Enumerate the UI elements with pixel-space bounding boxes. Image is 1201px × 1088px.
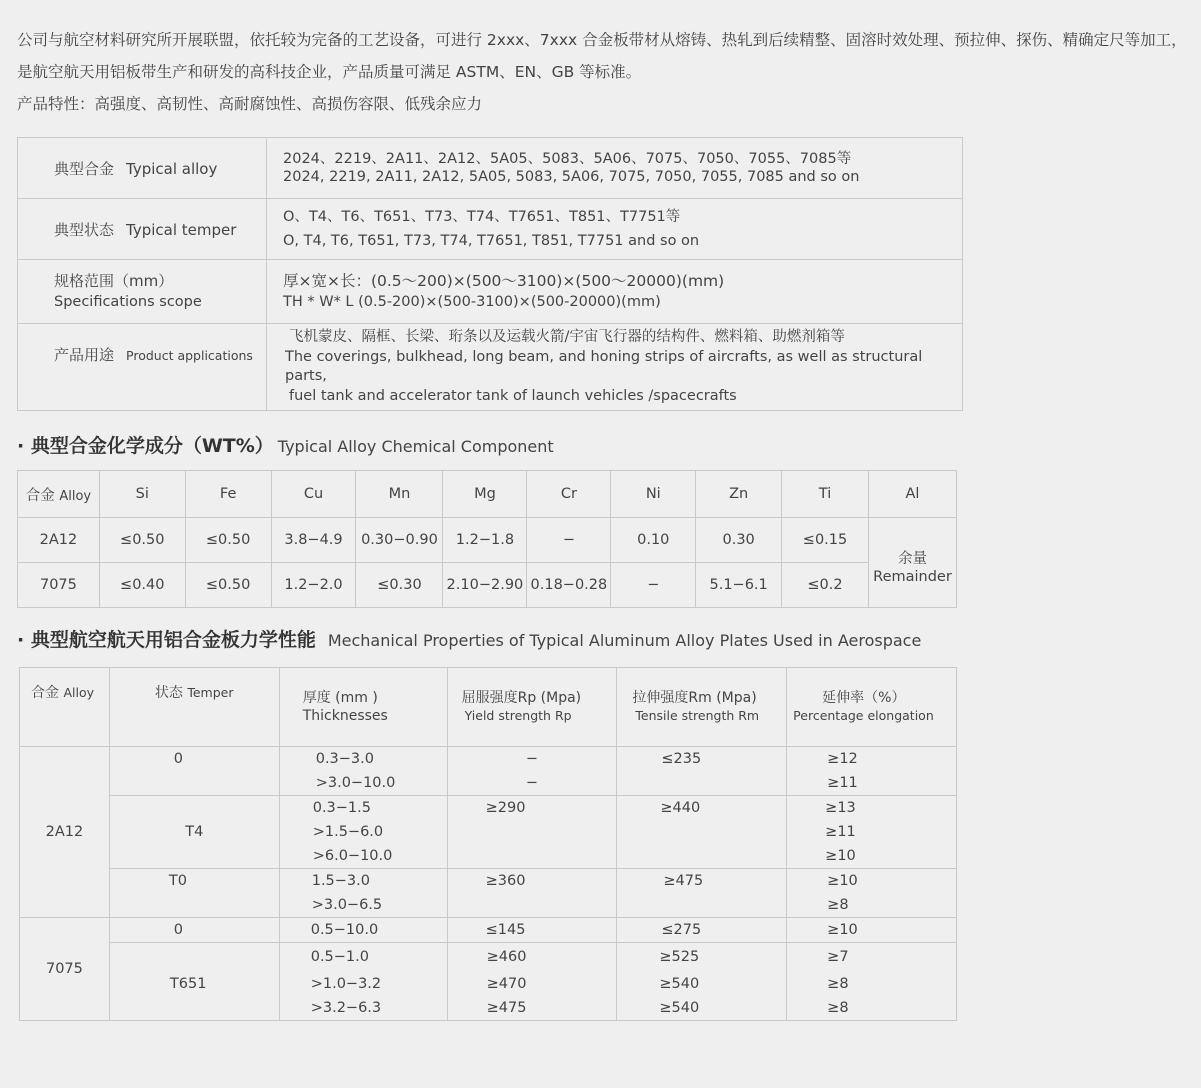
header-tensile bbox=[617, 668, 787, 747]
yield-cell bbox=[447, 747, 617, 796]
key-cn: 规格范围（mm） bbox=[54, 271, 174, 290]
mech-table bbox=[19, 667, 957, 1021]
value-cn: 厚×宽×长：(0.5～200)×(500～3100)×(500～20000)(mm) bbox=[283, 271, 725, 290]
header-ti: Ti bbox=[782, 471, 869, 518]
header-cn: 状态 bbox=[154, 685, 183, 701]
value-cell: ≤0.15 bbox=[782, 518, 869, 563]
value-en: O, T4, T6, T651, T73, T74, T7651, T851, T7751 and so on bbox=[283, 233, 700, 249]
overview-key bbox=[18, 199, 267, 260]
value-cell: 0.30 bbox=[696, 518, 782, 563]
header-alloy bbox=[20, 668, 110, 747]
value-cell: ≤0.2 bbox=[782, 563, 869, 608]
al-remainder-cell bbox=[868, 518, 956, 608]
header-mn: Mn bbox=[356, 471, 443, 518]
alloy-cell: 7075 bbox=[18, 563, 100, 608]
thickness-value: 0.5−1.0 bbox=[310, 949, 369, 965]
header-cn: 厚度 (mm ) bbox=[302, 690, 378, 706]
temper-value: T0 bbox=[168, 873, 187, 889]
value-en: TH * W* L (0.5-200)×(500-3100)×(500-20000)(mm) bbox=[283, 293, 661, 310]
thickness-value: >1.5−6.0 bbox=[312, 824, 384, 840]
yield-value: ≥290 bbox=[485, 800, 526, 816]
thickness-value: 1.5−3.0 bbox=[311, 873, 370, 889]
remainder-en: Remainder bbox=[873, 568, 952, 585]
value-en: 2024, 2219, 2A11, 2A12, 5A05, 5083, 5A06, 7075, 7050, 7055, 7085 and so on bbox=[283, 169, 860, 185]
tensile-cell bbox=[617, 869, 787, 918]
elongation-value: ≥10 bbox=[827, 873, 858, 889]
value-cell: 0.30−0.90 bbox=[356, 518, 443, 563]
value-cell: 1.2−1.8 bbox=[443, 518, 527, 563]
thickness-value: >3.0−6.5 bbox=[311, 897, 383, 913]
value-cell: 0.18−0.28 bbox=[527, 563, 611, 608]
overview-value bbox=[267, 324, 963, 411]
header-en: Tensile strength Rm bbox=[635, 708, 760, 723]
key-cn: 典型合金 bbox=[54, 159, 115, 178]
value-cell: 0.10 bbox=[611, 518, 696, 563]
header-en: Alloy bbox=[63, 685, 94, 700]
tensile-value: ≤275 bbox=[661, 922, 702, 938]
thickness-cell bbox=[279, 943, 447, 1021]
header-zn: Zn bbox=[696, 471, 782, 518]
table-row bbox=[18, 138, 963, 199]
value-cell: ≤0.50 bbox=[185, 563, 271, 608]
elongation-cell bbox=[787, 747, 957, 796]
value-cell: ≤0.50 bbox=[99, 518, 185, 563]
title-en: Typical Alloy Chemical Component bbox=[277, 437, 554, 456]
key-en: Product applications bbox=[126, 348, 253, 363]
thickness-value: >3.0−10.0 bbox=[315, 775, 396, 791]
thickness-value: >3.2−6.3 bbox=[310, 1000, 382, 1016]
header-temper bbox=[109, 668, 279, 747]
elongation-cell bbox=[787, 869, 957, 918]
alloy-cell: 2A12 bbox=[18, 518, 100, 563]
table-row bbox=[18, 563, 957, 608]
header-cn: 合金 bbox=[31, 685, 59, 701]
yield-value: ≥360 bbox=[485, 873, 526, 889]
header-thickness bbox=[279, 668, 447, 747]
temper-cell bbox=[109, 943, 279, 1021]
temper-value: T651 bbox=[169, 975, 207, 992]
value-en: The coverings, bulkhead, long beam, and honing strips of aircrafts, as well as structural parts, bbox=[285, 348, 923, 384]
thickness-value: 0.5−10.0 bbox=[310, 922, 379, 938]
tensile-value: ≤235 bbox=[661, 751, 702, 767]
chem-table bbox=[17, 470, 957, 608]
table-row bbox=[20, 869, 957, 918]
header-en: Alloy bbox=[59, 488, 92, 504]
temper-cell bbox=[109, 918, 279, 943]
table-row bbox=[18, 260, 963, 324]
header-cr: Cr bbox=[527, 471, 611, 518]
tensile-value: ≥440 bbox=[660, 800, 701, 816]
header-yield bbox=[447, 668, 617, 747]
title-cn: · 典型合金化学成分（WT%） bbox=[17, 435, 274, 457]
table-row bbox=[18, 199, 963, 260]
value-cell: − bbox=[527, 518, 611, 563]
intro bbox=[17, 24, 1187, 120]
elongation-value: ≥8 bbox=[827, 976, 849, 992]
value-cell: 2.10−2.90 bbox=[443, 563, 527, 608]
elongation-value: ≥8 bbox=[827, 1000, 849, 1016]
elongation-cell bbox=[787, 796, 957, 869]
table-header-row bbox=[20, 668, 957, 747]
table-row bbox=[20, 918, 957, 943]
elongation-value: ≥7 bbox=[827, 949, 849, 965]
title-cn: · 典型航空航天用铝合金板力学性能 bbox=[17, 629, 316, 651]
elongation-cell bbox=[787, 918, 957, 943]
elongation-value: ≥11 bbox=[827, 775, 858, 791]
header-alloy bbox=[18, 471, 100, 518]
header-cn: 拉伸强度Rm (Mpa) bbox=[632, 690, 757, 706]
value-en: fuel tank and accelerator tank of launch vehicles /spacecrafts bbox=[289, 387, 737, 404]
yield-cell bbox=[447, 869, 617, 918]
value-cell: − bbox=[611, 563, 696, 608]
temper-value: 0 bbox=[173, 922, 183, 938]
value-cell: ≤0.40 bbox=[99, 563, 185, 608]
alloy-cell: 2A12 bbox=[20, 747, 110, 918]
yield-value: ≤145 bbox=[485, 922, 526, 938]
thickness-value: >1.0−3.2 bbox=[310, 976, 382, 992]
value-cn: O、T4、T6、T651、T73、T74、T7651、T851、T7751等 bbox=[283, 209, 681, 225]
elongation-value: ≥10 bbox=[825, 848, 856, 864]
elongation-value: ≥11 bbox=[825, 824, 856, 840]
thickness-cell bbox=[279, 796, 447, 869]
yield-value: ≥460 bbox=[486, 949, 527, 965]
temper-cell: T4 bbox=[109, 796, 279, 869]
elongation-value: ≥10 bbox=[827, 922, 858, 938]
header-cn: 延伸率（%） bbox=[822, 690, 906, 706]
mech-section-title bbox=[17, 625, 921, 652]
key-en: Typical temper bbox=[126, 220, 237, 239]
thickness-value: 0.3−1.5 bbox=[312, 800, 371, 816]
header-elongation bbox=[787, 668, 957, 747]
yield-value: − bbox=[525, 751, 539, 767]
tensile-value: ≥525 bbox=[659, 949, 700, 965]
value-cell: ≤0.50 bbox=[185, 518, 271, 563]
value-cell: ≤0.30 bbox=[356, 563, 443, 608]
header-mg: Mg bbox=[443, 471, 527, 518]
header-al: Al bbox=[868, 471, 956, 518]
title-en: Mechanical Properties of Typical Aluminum Alloy Plates Used in Aerospace bbox=[327, 631, 922, 650]
header-en: Yield strength Rp bbox=[464, 708, 572, 723]
temper-cell bbox=[109, 747, 279, 796]
elongation-value: ≥8 bbox=[827, 897, 849, 913]
tensile-cell bbox=[617, 747, 787, 796]
key-en: Specifications scope bbox=[54, 293, 202, 310]
yield-cell bbox=[447, 918, 617, 943]
header-fe: Fe bbox=[185, 471, 271, 518]
table-row bbox=[18, 324, 963, 411]
value-cell: 3.8−4.9 bbox=[271, 518, 356, 563]
tensile-cell bbox=[617, 796, 787, 869]
header-en: Thicknesses bbox=[302, 708, 388, 724]
yield-value: ≥475 bbox=[486, 1000, 527, 1016]
alloy-cell: 7075 bbox=[20, 918, 110, 1021]
overview-table bbox=[17, 137, 963, 411]
overview-value bbox=[267, 260, 963, 324]
thickness-cell bbox=[279, 747, 447, 796]
tensile-value: ≥475 bbox=[663, 873, 704, 889]
overview-value bbox=[267, 138, 963, 199]
elongation-cell bbox=[787, 943, 957, 1021]
header-cn: 合金 bbox=[25, 487, 55, 504]
header-cn: 屈服强度Rp (Mpa) bbox=[461, 690, 582, 706]
thickness-value: 0.3−3.0 bbox=[315, 751, 374, 767]
header-cu: Cu bbox=[271, 471, 356, 518]
value-cell: 1.2−2.0 bbox=[271, 563, 356, 608]
overview-value bbox=[267, 199, 963, 260]
product-features: 产品特性：高强度、高韧性、高耐腐蚀性、高损伤容限、低残余应力 bbox=[17, 95, 483, 113]
key-en: Typical alloy bbox=[126, 159, 218, 178]
intro-paragraph: 公司与航空材料研究所开展联盟，依托较为完备的工艺设备，可进行 2xxx、7xxx 合金板带材从熔铸、热轧到后续精整、固溶时效处理、预拉伸、探伤、精确定尺等加工，是航空航天用铝板带生产和研发的高科技企业，产品质量可满足 ASTM、EN、GB 等标准。 bbox=[17, 31, 1187, 81]
yield-cell bbox=[447, 796, 617, 869]
thickness-value: >6.0−10.0 bbox=[312, 848, 393, 864]
overview-key bbox=[18, 260, 267, 324]
thickness-cell bbox=[279, 918, 447, 943]
temper-cell bbox=[109, 869, 279, 918]
elongation-value: ≥13 bbox=[825, 800, 856, 816]
overview-key bbox=[18, 138, 267, 199]
table-row bbox=[20, 796, 957, 869]
value-cell: 5.1−6.1 bbox=[696, 563, 782, 608]
remainder-cn: 余量 bbox=[897, 550, 927, 567]
tensile-cell bbox=[617, 918, 787, 943]
tensile-cell bbox=[617, 943, 787, 1021]
table-row bbox=[20, 747, 957, 796]
table-header-row bbox=[18, 471, 957, 518]
overview-key bbox=[18, 324, 267, 411]
key-cn: 典型状态 bbox=[54, 220, 115, 239]
temper-value: 0 bbox=[173, 751, 183, 767]
yield-value: ≥470 bbox=[486, 976, 527, 992]
thickness-cell bbox=[279, 869, 447, 918]
yield-cell bbox=[447, 943, 617, 1021]
table-row bbox=[20, 943, 957, 1021]
tensile-value: ≥540 bbox=[659, 1000, 700, 1016]
key-cn: 产品用途 bbox=[54, 346, 115, 364]
header-en: Temper bbox=[187, 685, 234, 700]
header-en: Percentage elongation bbox=[793, 708, 934, 723]
tensile-value: ≥540 bbox=[659, 976, 700, 992]
elongation-value: ≥12 bbox=[827, 751, 858, 767]
header-si: Si bbox=[99, 471, 185, 518]
value-cn: 2024、2219、2A11、2A12、5A05、5083、5A06、7075、7050、7055、7085等 bbox=[283, 151, 852, 167]
chem-section-title bbox=[17, 431, 554, 458]
yield-value: − bbox=[525, 775, 539, 791]
value-cn: 飞机蒙皮、隔框、长梁、珩条以及运载火箭/宇宙飞行器的结构件、燃料箱、助燃剂箱等 bbox=[289, 329, 845, 345]
table-row bbox=[18, 518, 957, 563]
header-ni: Ni bbox=[611, 471, 696, 518]
